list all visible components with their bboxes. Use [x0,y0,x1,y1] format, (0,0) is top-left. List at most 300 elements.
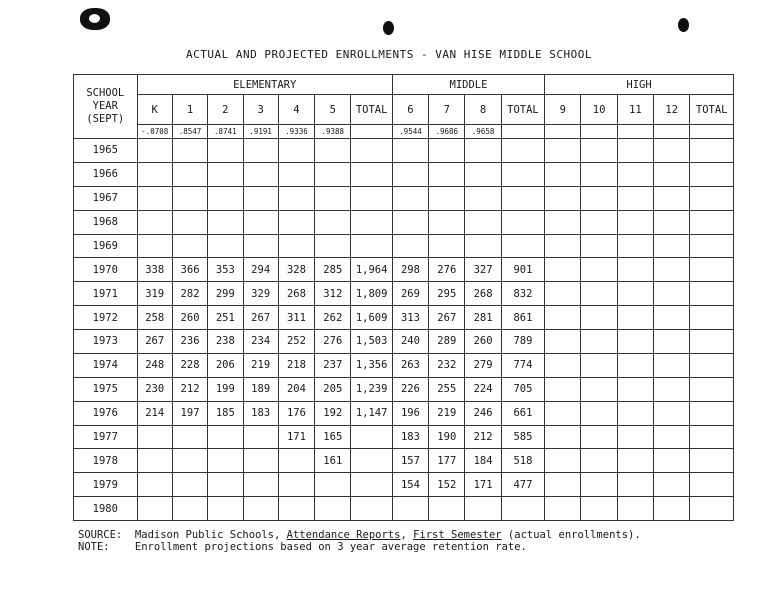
enrollment-cell [392,139,428,163]
table-row [74,162,734,186]
enrollment-cell [617,234,653,258]
enrollment-cell [243,210,278,234]
enrollment-cell: 298 [392,258,428,282]
year-cell: 1971 [74,282,138,306]
enrollment-cell: 281 [465,306,501,330]
retention-rate [690,125,734,139]
enrollment-cell: 1,147 [351,401,392,425]
year-cell: 1968 [74,210,138,234]
enrollment-cell: 319 [137,282,172,306]
retention-rate: .8547 [172,125,207,139]
enrollment-cell: 353 [208,258,243,282]
enrollment-cell [617,282,653,306]
enrollment-cell: 327 [465,258,501,282]
enrollment-cell [581,282,617,306]
enrollment-cell: 289 [429,330,465,354]
table-row [74,425,734,449]
enrollment-cell: 329 [243,282,278,306]
enrollment-cell [617,162,653,186]
enrollment-cell: 183 [392,425,428,449]
enrollment-cell [654,497,690,521]
enrollment-cell [315,162,351,186]
enrollment-cell: 197 [172,401,207,425]
enrollment-cell [581,234,617,258]
enrollment-cell: 1,239 [351,377,392,401]
year-cell: 1969 [74,234,138,258]
enrollment-cell: 230 [137,377,172,401]
enrollment-cell [278,234,314,258]
enrollment-cell [351,473,392,497]
retention-rate: .9544 [392,125,428,139]
retention-rate [581,125,617,139]
enrollment-cell: 774 [501,353,544,377]
year-cell: 1975 [74,377,138,401]
enrollment-cell: 184 [465,449,501,473]
enrollment-cell [545,377,581,401]
enrollment-cell [278,449,314,473]
enrollment-cell [581,258,617,282]
enrollment-cell: 255 [429,377,465,401]
enrollment-cell: 238 [208,330,243,354]
source-first-semester: First Semester [413,529,502,541]
enrollment-cell: 299 [208,282,243,306]
enrollment-cell: 585 [501,425,544,449]
enrollment-cell: 176 [278,401,314,425]
page-title: ACTUAL AND PROJECTED ENROLLMENTS - VAN HISE MIDDLE SCHOOL [186,48,592,61]
punch-hole-right [678,18,689,32]
enrollment-cell: 260 [465,330,501,354]
year-cell: 1965 [74,139,138,163]
retention-rate: .9686 [429,125,465,139]
enrollment-cell [465,497,501,521]
year-cell: 1972 [74,306,138,330]
enrollment-cell [690,449,734,473]
enrollment-cell: 661 [501,401,544,425]
enrollment-cell: 276 [315,330,351,354]
enrollment-cell [654,473,690,497]
enrollment-cell [581,353,617,377]
enrollment-cell: 240 [392,330,428,354]
enrollment-cell [351,139,392,163]
enrollment-cell [690,186,734,210]
school-year-header: SCHOOL YEAR (SEPT) [74,75,138,139]
table-row [74,139,734,163]
enrollment-cell [581,497,617,521]
enrollment-cell: 1,503 [351,330,392,354]
year-cell: 1974 [74,353,138,377]
enrollment-cell [172,186,207,210]
enrollment-cell [545,425,581,449]
enrollment-cell [351,186,392,210]
enrollment-cell: 276 [429,258,465,282]
enrollment-cell: 185 [208,401,243,425]
enrollment-cell: 196 [392,401,428,425]
table-row [74,186,734,210]
enrollment-cell [617,401,653,425]
year-cell: 1976 [74,401,138,425]
enrollment-cell [545,330,581,354]
enrollment-cell: 268 [465,282,501,306]
enrollment-cell [690,234,734,258]
enrollment-cell: 282 [172,282,207,306]
enrollment-cell [243,425,278,449]
enrollment-cell: 224 [465,377,501,401]
enrollment-cell [690,473,734,497]
enrollment-cell: 157 [392,449,428,473]
enrollment-cell [690,139,734,163]
enrollment-cell [465,234,501,258]
enrollment-cell [208,473,243,497]
enrollment-cell [315,139,351,163]
source-suffix: (actual enrollments). [501,529,641,541]
retention-rate [617,125,653,139]
enrollment-cell [690,353,734,377]
enrollment-cell: 901 [501,258,544,282]
enrollment-cell: 251 [208,306,243,330]
enrollment-cell [208,425,243,449]
grade-header: 6 [392,95,428,125]
enrollment-cell [429,234,465,258]
grade-header: 2 [208,95,243,125]
elementary-header: ELEMENTARY [137,75,392,95]
enrollment-cell [545,473,581,497]
enrollment-cell [208,449,243,473]
enrollment-cell: 477 [501,473,544,497]
enrollment-cell [581,449,617,473]
enrollment-cell [172,139,207,163]
enrollment-cell [208,139,243,163]
grade-header: 8 [465,95,501,125]
retention-rate: .9191 [243,125,278,139]
table-row [74,330,734,354]
enrollment-cell: 366 [172,258,207,282]
enrollment-cell [243,139,278,163]
enrollment-cell: 1,609 [351,306,392,330]
enrollment-cell: 212 [465,425,501,449]
group-header-row [74,75,734,95]
enrollment-cell: 246 [465,401,501,425]
enrollment-cell: 338 [137,258,172,282]
enrollment-cell: 518 [501,449,544,473]
enrollment-cell: 1,356 [351,353,392,377]
enrollment-cell [654,377,690,401]
enrollment-cell: 237 [315,353,351,377]
enrollment-cell [392,162,428,186]
enrollment-cell [501,210,544,234]
grade-header: 3 [243,95,278,125]
ink-blot [80,8,110,30]
enrollment-cell [208,497,243,521]
enrollment-cell [172,497,207,521]
enrollment-cell: 161 [315,449,351,473]
enrollment-cell [278,162,314,186]
enrollment-cell [545,139,581,163]
enrollment-cell [581,401,617,425]
grade-header: 5 [315,95,351,125]
table-row [74,258,734,282]
enrollment-cell [172,210,207,234]
enrollment-cell [654,210,690,234]
enrollment-cell: 183 [243,401,278,425]
table-row [74,306,734,330]
enrollment-cell [429,139,465,163]
punch-hole-center [383,21,394,35]
grade-header: K [137,95,172,125]
source-line [78,529,641,541]
enrollment-cell [243,162,278,186]
enrollment-cell [501,186,544,210]
enrollment-cell [617,377,653,401]
enrollment-cell [690,377,734,401]
enrollment-cell [278,497,314,521]
grade-header: 1 [172,95,207,125]
enrollment-cell [654,401,690,425]
retention-rate: .9336 [278,125,314,139]
enrollment-cell: 267 [429,306,465,330]
enrollment-cell [351,425,392,449]
enrollment-cell [137,210,172,234]
grade-header: 4 [278,95,314,125]
enrollment-cell: 232 [429,353,465,377]
enrollment-cell [654,282,690,306]
enrollment-cell [581,139,617,163]
enrollment-cell [208,210,243,234]
enrollment-cell: 219 [429,401,465,425]
enrollment-cell [545,282,581,306]
enrollment-cell: 154 [392,473,428,497]
enrollment-cell [581,330,617,354]
retention-rate: -.0708 [137,125,172,139]
enrollment-cell [654,353,690,377]
enrollment-cell [581,186,617,210]
enrollment-cell [654,234,690,258]
enrollment-cell: 260 [172,306,207,330]
enrollment-cell: 219 [243,353,278,377]
enrollment-cell: 311 [278,306,314,330]
enrollment-cell [617,449,653,473]
enrollment-cell [617,425,653,449]
enrollment-cell: 206 [208,353,243,377]
enrollment-cell [501,234,544,258]
retention-rate [545,125,581,139]
enrollment-cell [617,330,653,354]
enrollment-cell [278,473,314,497]
enrollment-cell: 269 [392,282,428,306]
enrollment-cell [315,186,351,210]
enrollment-cell [581,306,617,330]
retention-rate-row [74,125,734,139]
enrollment-cell [172,449,207,473]
source-label: SOURCE: [78,529,123,541]
enrollment-cell [690,282,734,306]
enrollment-cell [429,162,465,186]
enrollment-cell: 171 [278,425,314,449]
enrollment-cell: 236 [172,330,207,354]
enrollment-cell [501,162,544,186]
enrollment-cell [208,186,243,210]
enrollment-cell: 248 [137,353,172,377]
enrollment-cell: 267 [137,330,172,354]
table-row [74,282,734,306]
middle-header: MIDDLE [392,75,544,95]
enrollment-cell [278,210,314,234]
enrollment-cell [545,186,581,210]
enrollment-cell [545,497,581,521]
enrollment-cell [172,234,207,258]
enrollment-cell: 1,809 [351,282,392,306]
enrollment-cell: 285 [315,258,351,282]
grade-header: 9 [545,95,581,125]
enrollment-cell [545,449,581,473]
year-cell: 1967 [74,186,138,210]
enrollment-cell [243,497,278,521]
enrollment-cell [351,497,392,521]
enrollment-cell [690,497,734,521]
grade-header: 12 [654,95,690,125]
enrollment-cell [208,162,243,186]
enrollment-cell [617,210,653,234]
retention-rate [654,125,690,139]
enrollment-cell [654,306,690,330]
retention-rate: .9388 [315,125,351,139]
grade-header: 11 [617,95,653,125]
enrollment-cell [137,425,172,449]
enrollment-cell [545,353,581,377]
grade-header: TOTAL [501,95,544,125]
enrollment-cell [654,139,690,163]
enrollment-cell [392,497,428,521]
enrollment-cell: 205 [315,377,351,401]
enrollment-cell [617,497,653,521]
year-cell: 1980 [74,497,138,521]
enrollment-cell [429,497,465,521]
enrollment-cell: 226 [392,377,428,401]
year-cell: 1970 [74,258,138,282]
enrollment-cell: 192 [315,401,351,425]
enrollment-cell [501,139,544,163]
enrollment-cell [172,162,207,186]
enrollment-cell: 152 [429,473,465,497]
enrollment-cell [351,234,392,258]
enrollment-cell [690,210,734,234]
enrollment-cell [392,210,428,234]
enrollment-cell [690,258,734,282]
enrollment-cell [243,186,278,210]
enrollment-cell [545,258,581,282]
enrollment-cell [545,210,581,234]
enrollment-cell: 861 [501,306,544,330]
enrollment-table [73,74,734,521]
table-row [74,210,734,234]
enrollment-cell [690,330,734,354]
enrollment-cell [465,186,501,210]
enrollment-cell [654,162,690,186]
enrollment-cell [690,401,734,425]
year-cell: 1973 [74,330,138,354]
retention-rate: .8741 [208,125,243,139]
enrollment-cell: 313 [392,306,428,330]
enrollment-cell [654,186,690,210]
enrollment-cell [351,162,392,186]
enrollment-cell [137,234,172,258]
enrollment-cell [137,497,172,521]
year-cell: 1966 [74,162,138,186]
source-separator: , [400,529,414,541]
enrollment-cell [243,473,278,497]
enrollment-cell: 1,964 [351,258,392,282]
enrollment-cell: 295 [429,282,465,306]
enrollment-cell: 268 [278,282,314,306]
enrollment-cell [137,162,172,186]
table-row [74,449,734,473]
enrollment-cell [315,234,351,258]
enrollment-cell [545,306,581,330]
enrollment-cell [501,497,544,521]
grade-header: 10 [581,95,617,125]
enrollment-cell [137,449,172,473]
enrollment-cell [581,210,617,234]
enrollment-cell: 177 [429,449,465,473]
enrollment-cell [545,401,581,425]
enrollment-cell [392,186,428,210]
table-row [74,401,734,425]
enrollment-cell [137,139,172,163]
enrollment-cell [172,425,207,449]
note-text: Enrollment projections based on 3 year average retention rate. [134,541,527,553]
grade-header: TOTAL [351,95,392,125]
table-row [74,497,734,521]
note-line [78,541,527,553]
enrollment-cell [690,425,734,449]
enrollment-cell: 190 [429,425,465,449]
enrollment-cell: 214 [137,401,172,425]
enrollment-cell: 328 [278,258,314,282]
enrollment-cell [581,473,617,497]
grade-header: 7 [429,95,465,125]
enrollment-cell [617,473,653,497]
enrollment-cell: 189 [243,377,278,401]
enrollment-cell [243,234,278,258]
enrollment-cell [617,353,653,377]
enrollment-cell: 705 [501,377,544,401]
enrollment-cell [545,162,581,186]
year-cell: 1978 [74,449,138,473]
retention-rate: .9658 [465,125,501,139]
enrollment-cell [654,330,690,354]
enrollment-cell [172,473,207,497]
enrollment-cell [465,162,501,186]
enrollment-cell: 263 [392,353,428,377]
table-row [74,353,734,377]
grade-header: TOTAL [690,95,734,125]
enrollment-cell [351,210,392,234]
enrollment-cell [315,497,351,521]
high-header: HIGH [545,75,734,95]
table-row [74,234,734,258]
enrollment-cell: 294 [243,258,278,282]
enrollment-cell: 212 [172,377,207,401]
enrollment-cell [581,425,617,449]
table-row [74,377,734,401]
enrollment-cell: 267 [243,306,278,330]
year-cell: 1979 [74,473,138,497]
enrollment-cell: 312 [315,282,351,306]
enrollment-cell [243,449,278,473]
enrollment-cell [581,162,617,186]
enrollment-cell [137,186,172,210]
enrollment-cell: 171 [465,473,501,497]
enrollment-cell [617,306,653,330]
